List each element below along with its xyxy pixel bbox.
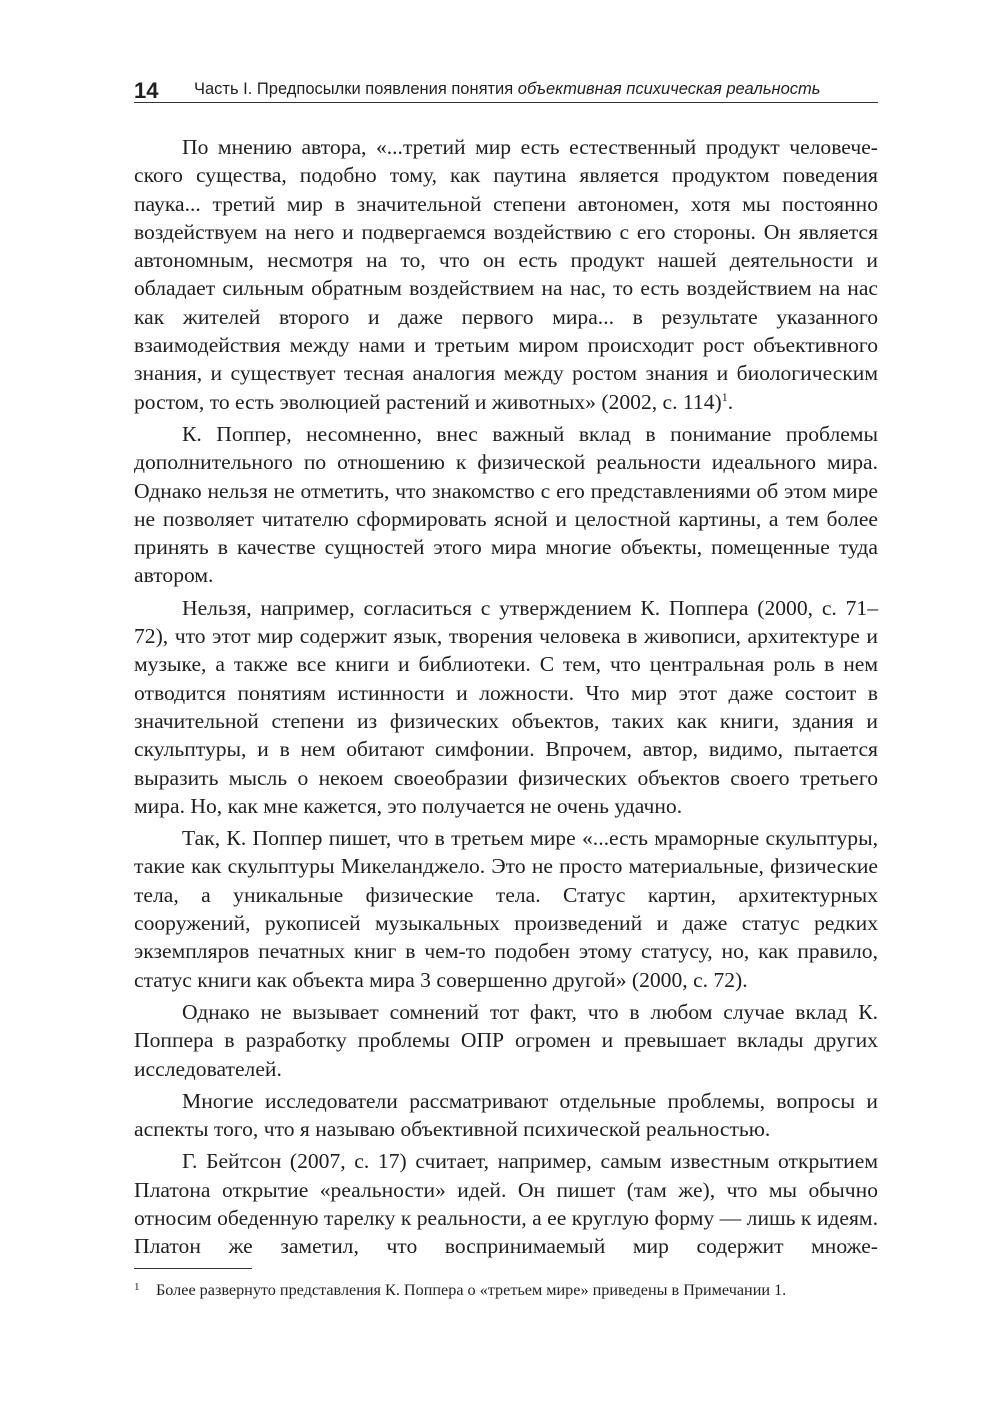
paragraph-1-text: По мнению автора, «...третий мир есть естественный продукт человеческого существа, подобно тому, как паутина является продуктом поведения паука... третий мир в значительной степени автономен, хотя мы постоянно воздействуем на него и подвергаемся воздействию с его стороны. Он является автономным, несмотря на то, что он есть продукт нашей деятельности и обладает сильным обратным воздействием на нас, то есть воздействием на нас как жителей второго и даже первого мира... в результате указанного взаимодействия между нами и третьим миром происходит рост объективного знания, и существует тесная аналогия между ростом знания и биологическим ростом, то есть эволюцией растений и животных» (2002, с. 114) [134,135,878,414]
paragraph-6: Многие исследователи рассматривают отдельные проблемы, вопросы и аспекты того, что я называю объективной психической реальностью. [134,1088,878,1142]
paragraph-4: Так, К. Поппер пишет, что в третьем мире «...есть мраморные скульптуры, такие как скульптуры Микеланджело. Это не просто материальные, физические тела, а уникальные физические тела. Статус картин, архитектурных сооружений, рукописей музыкальных произведений и даже статус редких экземпляров печатных книг в чем-то подобен этому статусу, но, как правило, статус книги как объекта мира 3 совершенно другой» (2000, с. 72). [134,826,878,992]
paragraph-1: По мнению автора, «...третий мир есть естественный продукт человеческого существа, подобно тому, как паутина является продуктом поведения паука... третий мир в значительной степени автономен, хотя мы постоянно воздействуем на него и подвергаемся воздействию с его стороны. Он является автономным, несмотря на то, что он есть продукт нашей деятельности и обладает сильным обратным воздействием на нас, то есть воздействием на нас как жителей второго и даже первого мира... в результате указанного взаимодействия между нами и третьим миром происходит рост объективного знания, и существует тесная аналогия между ростом знания и биологическим ростом, то есть эволюцией растений и животных» (2002, с. 114)$^1$. [134,135,878,414]
page-number: 14 [134,78,159,103]
page-header [134,72,878,103]
paragraph-2: К. Поппер, несомненно, внес важный вклад в понимание проблемы дополнительного по отношению к физической реальности идеального мира. Однако нельзя не отметить, что знакомство с его представлениями об этом мире не позволяет читателю сформировать ясной и целостной картины, а тем более принять в качестве сущностей этого мира многие объекты, помещенные туда автором. [134,421,878,588]
footnote-text: Более развернуто представления К. Поппера о «третьем мире» приведены в Примечании 1. [156,1281,787,1299]
paragraph-7: Г. Бейтсон (2007, с. 17) считает, например, самым известным открытием Платона открытие «реальности» идей. Он пишет (там же), что мы обычно относим обеденную тарелку к реальности, а ее круглую форму — лишь к идеям. Платон же заметил, что воспринимаемый мир содержит множе- [134,1149,878,1259]
footnote-marker: 1 [134,1281,140,1293]
footnote-reference: 1 [721,389,728,404]
paragraph-5: Однако не вызывает сомнений тот факт, что в любом случае вклад К. Поппера в разработку проблемы ОПР огромен и превышает вклады других исследователей. [134,999,878,1081]
running-head-regular: Часть I. Предпосылки появления понятия [194,80,518,98]
paragraph-3: Нельзя, например, согласиться с утверждением К. Поппера (2000, с. 71–72), что этот мир содержит язык, творения человека в живописи, архитектуре и музыке, а также все книги и библиотеки. С тем, что центральная роль в нем отводится понятиям истинности и ложности. Что мир этот даже состоит в значительной степени из физических объектов, таких как книги, здания и скульптуры, и в нем обитают симфонии. Впрочем, автор, видимо, пытается выразить мысль о некоем своеобразии физических объектов своего третьего мира. Но, как мне кажется, это получается не очень удачно. [134,595,878,818]
running-head-italic: объективная психическая реальность [517,80,821,98]
running-head [194,80,820,98]
footnote-divider [134,1268,252,1269]
body-text [134,133,878,1265]
